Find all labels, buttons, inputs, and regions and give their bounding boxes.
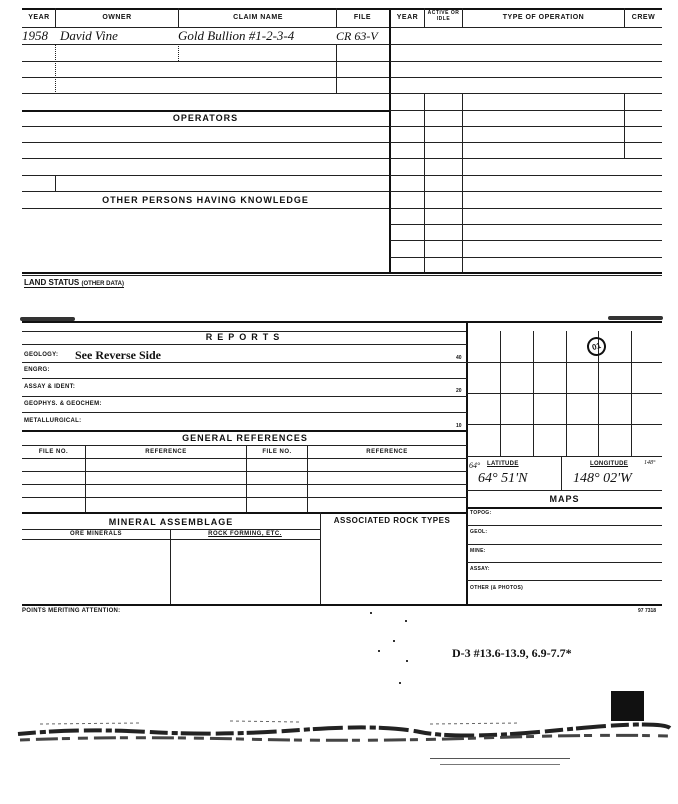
maps-topog: TOPOG: <box>470 510 492 516</box>
geology-value: See Reverse Side <box>75 348 161 362</box>
col-year-2: YEAR <box>396 14 419 21</box>
col-year: YEAR <box>28 14 50 21</box>
scan-smudge-right <box>608 316 663 320</box>
associated-rock-types: ASSOCIATED ROCK TYPES <box>333 516 451 525</box>
metallurgical-num: 10 <box>456 423 462 429</box>
ref-col-file-no-1: FILE NO. <box>38 449 69 455</box>
scan-dot <box>406 660 408 662</box>
geology-num: 40 <box>456 355 462 361</box>
points-meriting-label: POINTS MERITING ATTENTION: <box>22 608 121 614</box>
ref-col-file-no-2: FILE NO. <box>262 449 292 455</box>
longitude-value: 148° 02'W <box>573 471 632 486</box>
col-active-idle: ACTIVE OR IDLE <box>427 10 460 22</box>
assay-num: 20 <box>456 388 462 394</box>
other-persons-title: OTHER PERSONS HAVING KNOWLEDGE <box>102 195 309 205</box>
scan-streak-low <box>440 764 560 765</box>
ore-minerals-label: ORE MINERALS <box>69 531 122 537</box>
latitude-label: LATITUDE <box>487 461 519 467</box>
maps-mine: MINE: <box>470 548 486 554</box>
mineral-assemblage-title: MINERAL ASSEMBLAGE <box>108 517 234 527</box>
longitude-label: LONGITUDE <box>590 461 629 467</box>
map-mark-circle <box>585 335 608 358</box>
lat-prefix: 64° <box>469 461 481 470</box>
ref-col-reference-1: REFERENCE <box>145 449 187 455</box>
ref-col-reference-2: REFERENCE <box>366 449 408 455</box>
col-owner: OWNER <box>102 14 132 21</box>
dash-number-note: D-3 #13.6-13.9, 6.9-7.7* <box>452 646 572 660</box>
col-crew: CREW <box>631 14 656 21</box>
claim-year: 1958 <box>22 28 48 43</box>
engrg-label: ENGRG: <box>24 367 50 373</box>
scan-dot <box>370 612 372 614</box>
land-status-label <box>24 278 124 288</box>
geology-label: GEOLOGY: <box>24 352 59 358</box>
col-file: FILE <box>353 14 372 21</box>
scan-dot <box>378 650 380 652</box>
claim-owner: David Vine <box>60 28 118 43</box>
general-references-title: GENERAL REFERENCES <box>182 433 308 443</box>
land-status-text: LAND STATUS <box>24 278 80 287</box>
maps-assay: ASSAY: <box>470 566 490 572</box>
col-claim-name: CLAIM NAME <box>233 14 283 21</box>
form-number: 97 7318 <box>638 608 657 614</box>
claim-file: CR 63-V <box>336 29 378 43</box>
operators-title: OPERATORS <box>172 113 239 123</box>
reports-title: REPORTS <box>205 332 285 342</box>
assay-label: ASSAY & IDENT: <box>24 384 76 390</box>
land-status-sub: (OTHER DATA) <box>81 281 124 287</box>
lon-suffix: 148° <box>644 460 656 466</box>
map-mark-text: 01 <box>591 341 602 352</box>
claim-name: Gold Bullion #1-2-3-4 <box>178 28 295 43</box>
metallurgical-label: METALLURGICAL: <box>24 418 82 424</box>
scan-dot <box>405 620 407 622</box>
rock-forming-label: ROCK FORMING, ETC. <box>208 531 282 537</box>
maps-title: MAPS <box>549 494 580 504</box>
col-type-of-operation: TYPE OF OPERATION <box>502 14 585 21</box>
scan-dot <box>399 682 401 684</box>
maps-other: OTHER (& PHOTOS) <box>470 585 524 591</box>
scan-streak <box>0 712 678 752</box>
scan-dot <box>393 640 395 642</box>
maps-geol: GEOL: <box>470 529 488 535</box>
geophys-label: GEOPHYS. & GEOCHEM: <box>24 401 102 407</box>
latitude-value: 64° 51'N <box>478 471 528 486</box>
scan-streak-low <box>430 758 570 759</box>
